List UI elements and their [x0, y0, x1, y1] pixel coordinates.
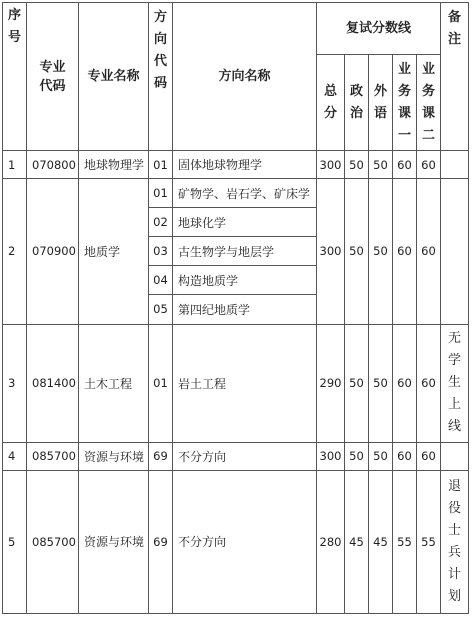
row-course2: 60	[417, 442, 441, 470]
row-foreign: 50	[369, 151, 393, 179]
row-dir-code: 69	[149, 442, 173, 470]
row-dir-name: 不分方向	[173, 470, 317, 613]
header-course2: 业务课二	[417, 55, 441, 151]
row-dir-name: 固体地球物理学	[173, 151, 317, 179]
row-major-name: 地质学	[79, 179, 149, 324]
row-dir-name: 矿物学、岩石学、矿床学	[173, 179, 317, 208]
header-dir-name: 方向名称	[173, 3, 317, 151]
row-course2: 60	[417, 151, 441, 179]
header-row-top	[3, 3, 469, 55]
row-seq: 5	[3, 470, 27, 613]
row-major-code: 085700	[27, 442, 79, 470]
row-dir-code: 02	[149, 208, 173, 237]
row-seq: 1	[3, 151, 27, 179]
row-course2: 60	[417, 324, 441, 442]
row-major-code: 081400	[27, 324, 79, 442]
header-note: 备注	[441, 3, 469, 151]
header-retest-line: 复试分数线	[317, 3, 441, 55]
row-dir-code: 01	[149, 179, 173, 208]
row-major-code: 070800	[27, 151, 79, 179]
row-course1: 55	[393, 470, 417, 613]
header-politics: 政治	[345, 55, 369, 151]
row-major-code: 070900	[27, 179, 79, 324]
row-politics: 50	[345, 179, 369, 324]
row-major-code: 085700	[27, 470, 79, 613]
row-note: 退役士兵计划	[441, 470, 469, 613]
row-politics: 50	[345, 324, 369, 442]
row-seq: 4	[3, 442, 27, 470]
row-seq: 2	[3, 179, 27, 324]
row-major-name: 土木工程	[79, 324, 149, 442]
row-dir-code: 69	[149, 470, 173, 613]
table-row	[3, 151, 469, 179]
row-course1: 60	[393, 442, 417, 470]
row-dir-name: 构造地质学	[173, 266, 317, 295]
header-course1: 业务课一	[393, 55, 417, 151]
row-course2: 55	[417, 470, 441, 613]
table-row	[3, 470, 469, 613]
row-foreign: 50	[369, 179, 393, 324]
row-foreign: 45	[369, 470, 393, 613]
row-course2: 60	[417, 179, 441, 324]
header-major-code: 专业代码	[27, 3, 79, 151]
row-total: 300	[317, 151, 345, 179]
row-dir-code: 05	[149, 295, 173, 324]
row-dir-name: 地球化学	[173, 208, 317, 237]
row-major-name: 资源与环境	[79, 442, 149, 470]
row-dir-name: 古生物学与地层学	[173, 237, 317, 266]
row-dir-code: 04	[149, 266, 173, 295]
retest-score-table	[2, 2, 469, 614]
row-note	[441, 442, 469, 470]
row-course1: 60	[393, 324, 417, 442]
header-foreign: 外语	[369, 55, 393, 151]
row-dir-code: 01	[149, 324, 173, 442]
row-major-name: 地球物理学	[79, 151, 149, 179]
header-dir-code: 方向代码	[149, 3, 173, 151]
row-foreign: 50	[369, 442, 393, 470]
row-politics: 50	[345, 151, 369, 179]
row-dir-name: 岩土工程	[173, 324, 317, 442]
row-course1: 60	[393, 151, 417, 179]
table-row	[3, 324, 469, 442]
row-seq: 3	[3, 324, 27, 442]
table-row	[3, 442, 469, 470]
row-dir-code: 03	[149, 237, 173, 266]
row-note	[441, 151, 469, 179]
row-dir-name: 第四纪地质学	[173, 295, 317, 324]
row-dir-name: 不分方向	[173, 442, 317, 470]
header-seq: 序号	[3, 3, 27, 151]
row-total: 300	[317, 179, 345, 324]
table-row	[3, 179, 469, 208]
row-dir-code: 01	[149, 151, 173, 179]
row-total: 280	[317, 470, 345, 613]
row-foreign: 50	[369, 324, 393, 442]
row-major-name: 资源与环境	[79, 470, 149, 613]
header-total: 总分	[317, 55, 345, 151]
row-total: 300	[317, 442, 345, 470]
row-note: 无学生上线	[441, 324, 469, 442]
row-politics: 50	[345, 442, 369, 470]
row-note	[441, 179, 469, 324]
row-course1: 60	[393, 179, 417, 324]
row-politics: 45	[345, 470, 369, 613]
row-total: 290	[317, 324, 345, 442]
header-major-name: 专业名称	[79, 3, 149, 151]
